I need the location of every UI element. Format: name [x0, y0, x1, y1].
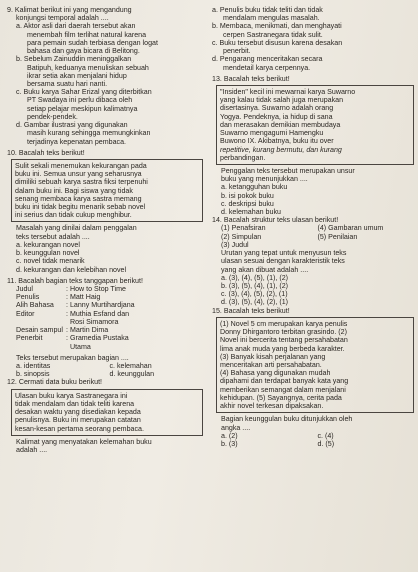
table-row	[16, 334, 137, 342]
q9-stem-line-2: konjungsi temporal adalah ....	[16, 14, 109, 23]
q10-text-line: buku ini tidak begitu menarik sebab novel	[15, 203, 146, 212]
q15-text-line: kehidupan. (5) Sayangnya, cerita pada	[220, 393, 342, 402]
q12-option-d[interactable]	[212, 55, 414, 71]
q13-text-line: Suwarno mengagumi Hamengku	[220, 129, 324, 138]
q13-text-line: Buwono IX. Akibatnya, buku itu over	[220, 137, 334, 146]
question-15	[212, 307, 414, 449]
q12-option-a[interactable]	[212, 6, 414, 22]
q14-item-4: (4) Gambaran umum	[317, 224, 384, 233]
question-13	[212, 75, 414, 217]
q10-text-line: senang membaca karya sastra memang	[15, 194, 142, 203]
q15-text-line: (1) Novel 5 cm merupakan karya penulis	[220, 319, 348, 328]
q12-text-line: Ulasan buku karya Sastranegara ini	[15, 391, 128, 400]
row-value: Rosi Simamora	[66, 317, 119, 326]
q11-identity-table	[16, 285, 137, 351]
q12-text-line: penulisnya. Buku ini merupakan catatan	[15, 416, 141, 425]
q15-option-b[interactable]: b. (3)	[221, 439, 238, 448]
question-14	[212, 216, 414, 306]
q13-option-d[interactable]: d. kelemahan buku	[221, 208, 281, 217]
q14-item-3: (3) Judul	[221, 240, 249, 249]
q9-a-line: menembah film terlihat natural karena	[27, 30, 147, 39]
table-row	[16, 293, 137, 301]
row-label: Judul	[16, 285, 33, 293]
question-9	[7, 6, 203, 146]
q9-option-a[interactable]	[7, 22, 203, 55]
q9-b-line: Batipuh, keduanya menuliskan sebuah	[27, 63, 149, 72]
q11-option-a[interactable]: a. identitas	[16, 361, 51, 370]
q11-option-b[interactable]: b. sinopsis	[16, 370, 50, 379]
option-line: mendetail karya cerpennya.	[223, 63, 311, 72]
q13-option-a[interactable]: a. ketangguhan buku	[221, 183, 288, 192]
q12-question-line: adalah ....	[16, 445, 48, 454]
q9-c-line: PT Swadaya ini perlu dibaca oleh	[27, 96, 133, 105]
q9-c-line: pendek-pendek.	[27, 112, 78, 121]
q14-question-line: Urutan yang tepat untuk menyusun teks	[221, 249, 347, 258]
q15-option-c[interactable]: c. (4)	[317, 431, 334, 440]
q12-text-line: tidak mendalam dan tidak teliti karena	[15, 399, 135, 408]
q9-b-line: ikrar setia akan menjalani hidup	[27, 71, 127, 80]
q14-item-1: (1) Penafsiran	[221, 224, 266, 233]
q10-option-a[interactable]: a. kekurangan novel	[16, 240, 80, 249]
q12-text-line: kesan-kesan pertama seorang pembaca.	[15, 424, 144, 433]
q10-question-line: teks tersebut adalah ....	[16, 232, 90, 241]
table-row	[16, 285, 137, 293]
row-value: : Lanny Murtihardjana	[66, 301, 135, 310]
q13-question-line: Penggalan teks tersebut merupakan unsur	[221, 166, 355, 175]
row-value: : How to Stop Time	[66, 285, 126, 293]
q13-text-box	[216, 85, 414, 165]
row-value: : Gramedia Pustaka	[66, 334, 129, 343]
row-value: : Matt Haig	[66, 293, 101, 302]
q13-question-line: buku yang menunjukkan ....	[221, 175, 308, 184]
q15-text-line: akhir novel terkesan dipaksakan.	[220, 402, 324, 411]
q9-option-d[interactable]	[7, 121, 203, 146]
q15-question-line: Bagian keunggulan buku ditunjukkan oleh	[221, 415, 353, 424]
q9-option-c[interactable]	[7, 88, 203, 121]
q13-text-line: "Insiden" kecil ini mewarnai karya Suwarno	[220, 87, 356, 96]
q9-stem-line-1: 9. Kalimat berikut ini yang mengandung	[7, 6, 132, 14]
q9-c-line: setiap pelajar meskipun kalimatnya	[27, 104, 138, 113]
option-line: b. Membaca, menikmati, dan menghayati	[212, 22, 342, 31]
q13-text-line: disertasinya. Suwarno adalah orang	[220, 104, 334, 113]
row-value: Utama	[66, 342, 91, 351]
q14-question-line: ulasan sesuai dengan karakteristik teks	[221, 257, 345, 266]
row-label: Desain sampul	[16, 326, 63, 335]
row-value: : Muthia Esfand dan	[66, 309, 130, 318]
q12-option-b[interactable]	[212, 22, 414, 38]
q9-b-line: bersama suatu hari nanti.	[27, 79, 108, 88]
q15-text-line: Novel ini bercerita tentang persahabatan	[220, 336, 348, 345]
q11-question: Teks tersebut merupakan bagian ....	[16, 353, 129, 362]
q9-d-line: masih kurang sehingga memungkinkan	[27, 129, 151, 138]
table-row	[16, 343, 137, 351]
question-10	[7, 149, 203, 274]
q14-stem: 14. Bacalah struktur teks ulasan berikut!	[212, 216, 339, 225]
q13-text-line: Yogya. Pendeknya, ia hidup di sana	[220, 112, 333, 121]
q15-option-a[interactable]: a. (2)	[221, 431, 238, 440]
q11-option-d[interactable]: d. keunggulan	[109, 370, 155, 379]
q14-option-c[interactable]: c. (3), (4), (5), (2), (1)	[221, 290, 288, 299]
q9-c-line: c. Buku karya Sahar Erizal yang diterbitkan	[16, 88, 152, 97]
q13-text-line: dan merasakan demikian membudaya	[220, 120, 341, 129]
q14-option-d[interactable]: d. (3), (5), (4), (2), (1)	[221, 298, 289, 307]
q14-item-5: (5) Penilaian	[317, 232, 358, 241]
q9-a-line: bahasa dan gaya bicara di Belitong.	[27, 47, 140, 56]
right-column	[212, 6, 414, 448]
q10-text-line: buku ini. Semua unsur yang seharusnya	[15, 170, 142, 179]
q15-text-line: lima anak muda yang berbeda karakter.	[220, 344, 345, 353]
q10-option-d[interactable]: d. kekurangan dan kelebihan novel	[16, 265, 127, 274]
q13-text-line: repetitive, kurang bermutu, dan kurang	[220, 145, 342, 154]
q10-text-line: Sulit sekali menemukan kekurangan pada	[15, 161, 147, 170]
q15-question-line: angka ....	[221, 423, 251, 432]
q12-text-box	[11, 389, 203, 436]
q9-option-b[interactable]	[7, 55, 203, 88]
row-label: Penulis	[16, 293, 40, 302]
left-column	[7, 6, 203, 454]
table-row	[16, 326, 137, 334]
q11-stem: 11. Bacalah bagian teks tanggapan berikut!	[7, 276, 143, 285]
option-line: cerpen Sastranegara tidak sulit.	[223, 30, 323, 39]
option-line: d. Pengarang menceritakan secara	[212, 55, 323, 64]
q13-text-line: yang kalau tidak salah juga merupakan	[220, 96, 344, 105]
q10-text-line: dimiliki sebuah karya sastra fiksi terpenuhi	[15, 178, 148, 187]
q15-text-line: memberikan semangat dalam menjalani	[220, 385, 346, 394]
q15-option-d[interactable]: d. (5)	[317, 439, 335, 448]
q14-question-line: yang akan dibuat adalah ....	[221, 265, 309, 274]
question-12-options	[212, 6, 414, 72]
q15-text-box	[216, 317, 414, 413]
row-label	[16, 318, 66, 326]
q15-text-line: (4) Bahasa yang digunakan mudah	[220, 369, 331, 378]
q12-text-line: desakan waktu yang disediakan kepada	[15, 408, 141, 417]
q10-text-line: dalam buku ini. Bagi siswa yang tidak	[15, 186, 133, 195]
q9-a-line: a. Aktor asli dari daerah tersebut akan	[16, 22, 136, 31]
q14-item-2: (2) Simpulan	[221, 232, 262, 241]
q10-question-line: Masalah yang dinilai dalam penggalan	[16, 224, 137, 233]
q13-stem: 13. Bacalah teks berikut!	[212, 74, 290, 83]
q12-stem: 12. Cermati data buku berikut!	[7, 378, 103, 387]
q10-text-box	[11, 159, 203, 223]
option-line: mendalam mengulas masalah.	[223, 14, 320, 23]
q10-text-line: ini serius dan tidak cukup menghibur.	[15, 211, 132, 220]
table-row	[16, 301, 137, 309]
q10-stem: 10. Bacalah teks berikut!	[7, 148, 85, 157]
q14-option-b[interactable]: b. (3), (5), (4), (1), (2)	[221, 282, 289, 290]
row-label: Alih Bahasa	[16, 301, 54, 310]
q11-option-c[interactable]: c. kelemahan	[109, 361, 152, 370]
q15-text-line: dipahami dan terdapat banyak kata yang	[220, 377, 349, 386]
row-label: Penerbit	[16, 334, 43, 343]
q15-stem: 15. Bacalah teks berikut!	[212, 306, 290, 315]
q13-option-b[interactable]: b. isi pokok buku	[221, 191, 274, 200]
q9-a-line: para pemain sudah terbiasa dengan logat	[27, 38, 158, 47]
question-12	[7, 378, 203, 454]
table-row	[16, 318, 137, 326]
q9-d-line: terjadinya kepenatan pembaca.	[27, 137, 126, 146]
option-line: penerbit.	[223, 47, 251, 56]
q10-option-b[interactable]: b. keunggulan novel	[16, 249, 80, 258]
q9-b-line: b. Sebelum Zainuddin meninggalkan	[16, 55, 132, 64]
option-line: a. Penulis buku tidak teliti dan tidak	[212, 6, 323, 14]
q14-option-a[interactable]: a. (3), (4), (5), (1), (2)	[221, 273, 289, 282]
question-11	[7, 277, 203, 379]
q15-text-line: menceritakan arti persahabatan.	[220, 360, 322, 369]
row-label: Editor	[16, 309, 35, 318]
q15-text-line: Donny Dhirgantoro terbitan grasindo. (2)	[220, 328, 347, 337]
q15-text-line: (3) Banyak kisah perjalanan yang	[220, 352, 326, 361]
q13-option-c[interactable]: c. deskripsi buku	[221, 199, 274, 208]
row-label	[16, 343, 66, 351]
table-row	[16, 310, 137, 318]
row-value: : Martin Dima	[66, 326, 109, 335]
q9-d-line: d. Gambar ilustrasi yang digunakan	[16, 121, 128, 130]
q12-option-c[interactable]	[212, 39, 414, 55]
q10-option-c[interactable]: c. novel tidak menarik	[16, 257, 85, 266]
q12-question-line: Kalimat yang menyatakan kelemahan buku	[16, 437, 152, 446]
q13-text-line: perbandingan.	[220, 153, 266, 162]
option-line: c. Buku tersebut disusun karena desakan	[212, 38, 343, 47]
